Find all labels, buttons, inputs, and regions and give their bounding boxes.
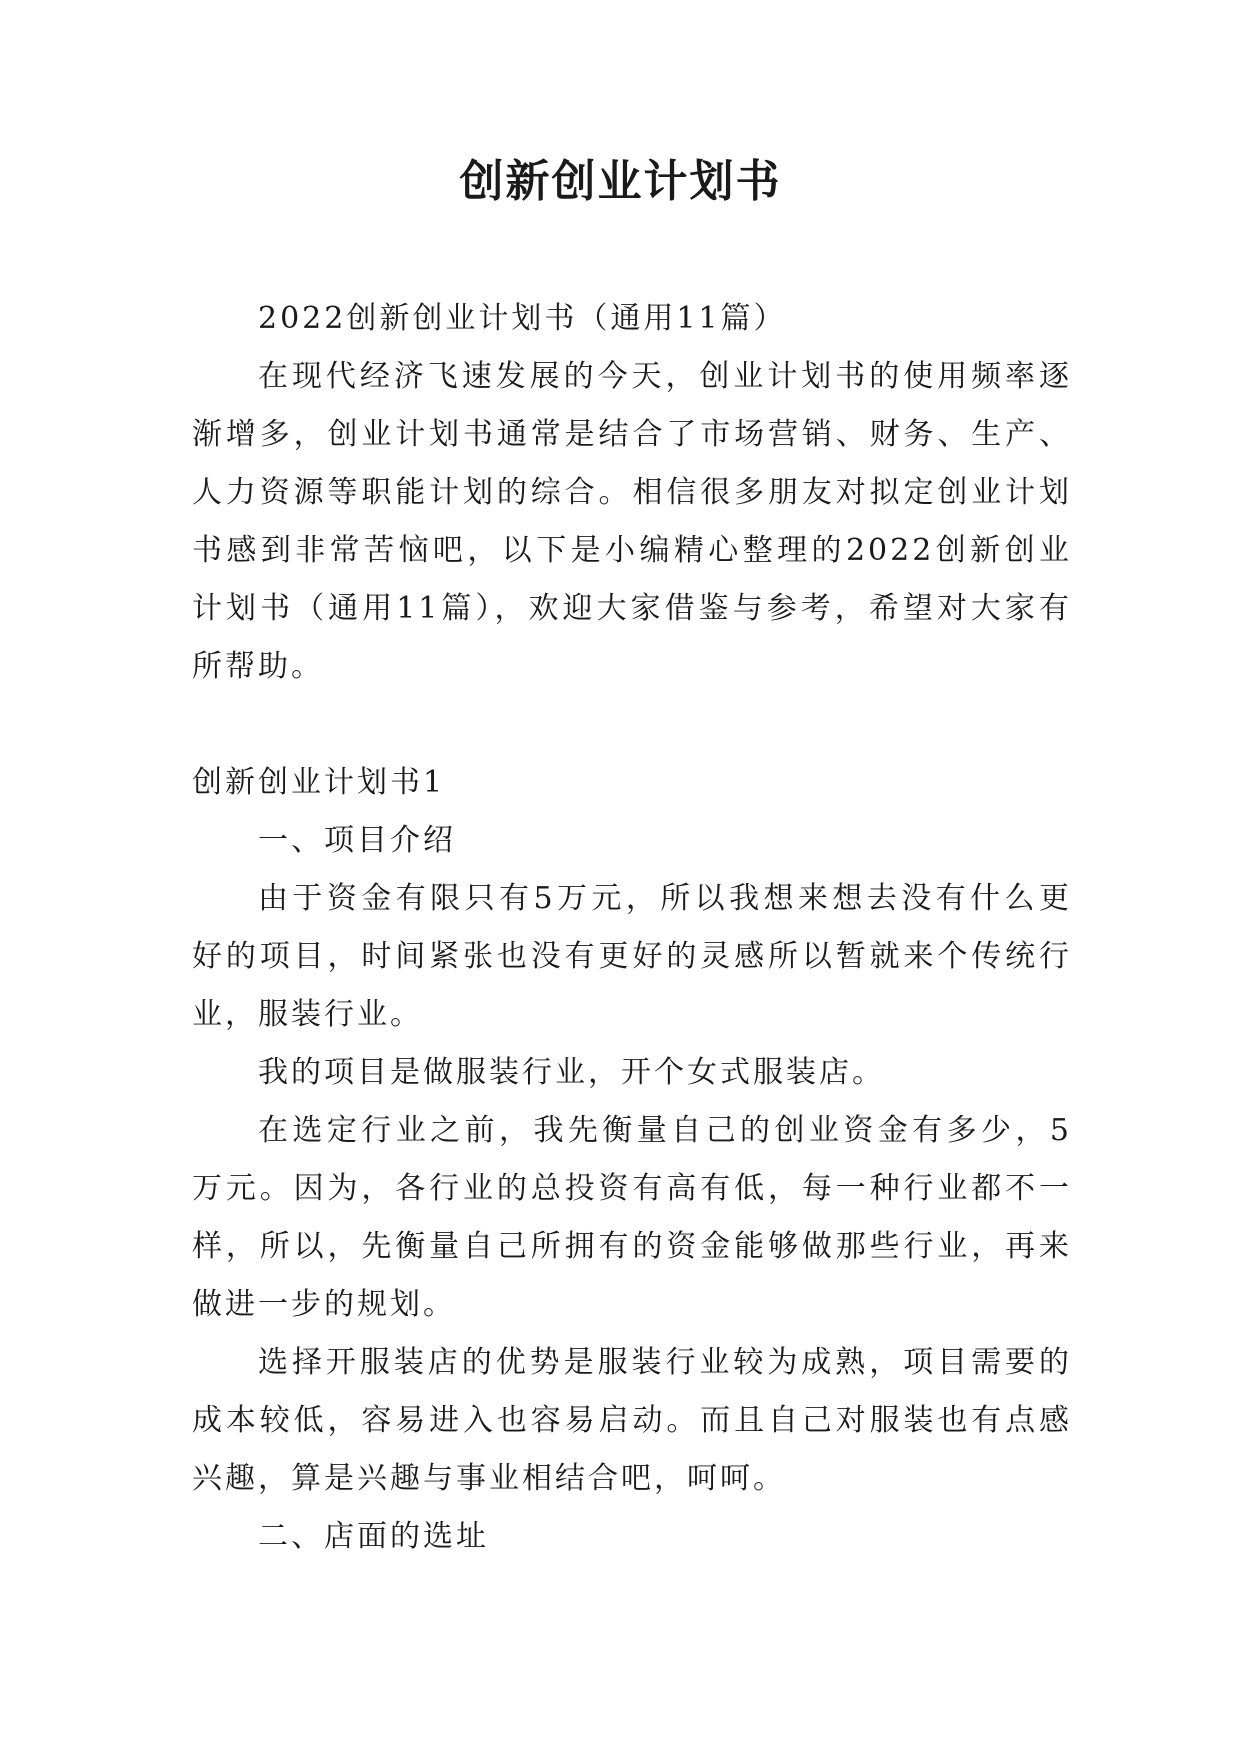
intro-heading: 2022创新创业计划书（通用11篇） (258, 301, 787, 336)
document-body (192, 290, 1072, 1566)
paragraph-project: 我的项目是做服装行业，开个女式服装店。 (258, 1055, 885, 1090)
paragraph-advantages: 选择开服装店的优势是服装行业较为成熟，项目需要的成本较低，容易进入也容易启动。而且自己对服装也有点感兴趣，算是兴趣与事业相结合吧，呵呵。 (192, 1345, 1072, 1496)
subsection-heading-project: 一、项目介绍 (258, 823, 456, 858)
section-title: 创新创业计划书1 (192, 765, 446, 800)
intro-paragraph: 在现代经济飞速发展的今天，创业计划书的使用频率逐渐增多，创业计划书通常是结合了市场营销、财务、生产、人力资源等职能计划的综合。相信很多朋友对拟定创业计划书感到非常苦恼吧，以下是小编精心整理的2022创新创业计划书（通用11篇），欢迎大家借鉴与参考，希望对大家有所帮助。 (192, 359, 1072, 684)
paragraph-funding: 由于资金有限只有5万元，所以我想来想去没有什么更好的项目，时间紧张也没有更好的灵感所以暂就来个传统行业，服装行业。 (192, 881, 1072, 1032)
section-spacer (192, 696, 1072, 754)
subsection-heading-location: 二、店面的选址 (258, 1519, 489, 1554)
document-title: 创新创业计划书 (459, 156, 782, 207)
paragraph-capital: 在选定行业之前，我先衡量自己的创业资金有多少，5万元。因为，各行业的总投资有高有低，每一种行业都不一样，所以，先衡量自己所拥有的资金能够做那些行业，再来做进一步的规划。 (192, 1113, 1072, 1322)
